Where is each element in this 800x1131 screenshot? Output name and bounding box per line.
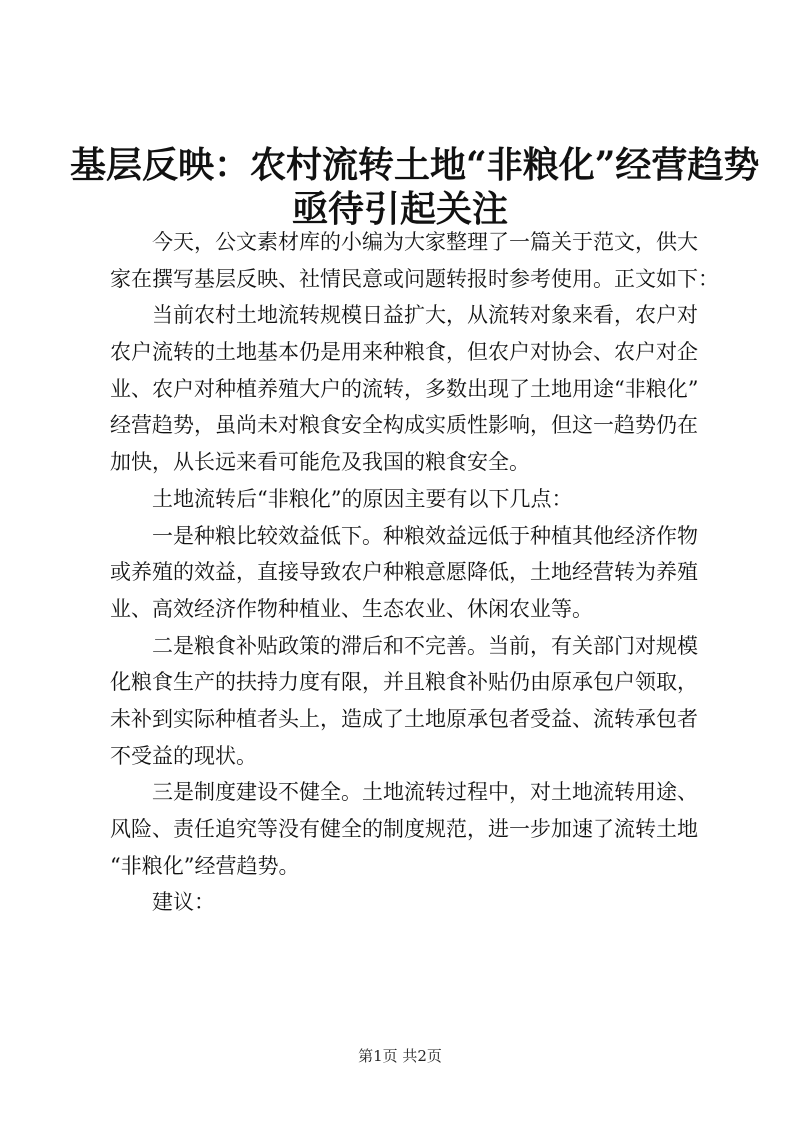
paragraph-line: 三是制度建设不健全。土地流转过程中，对土地流转用途、 [152, 780, 698, 805]
paragraph-line: 加快，从长远来看可能危及我国的粮食安全。 [110, 450, 530, 475]
paragraph-line: 今天，公文素材库的小编为大家整理了一篇关于范文，供大 [152, 230, 698, 254]
page-footer: 第1页 共2页 [358, 1047, 442, 1065]
document-title-line-2: 亟待引起关注 [291, 188, 508, 230]
paragraph-line: 经营趋势，虽尚未对粮食安全构成实质性影响，但这一趋势仍在 [110, 413, 698, 438]
paragraph-line: 业、农户对种植养殖大户的流转，多数出现了土地用途“非粮化” [110, 376, 699, 401]
paragraph-line: 土地流转后“非粮化”的原因主要有以下几点： [152, 486, 573, 511]
document-body [110, 224, 719, 921]
document-title-line-1: 基层反映：农村流转土地“非粮化”经营趋势 [70, 144, 760, 186]
paragraph-line: 或养殖的效益，直接导致农户种粮意愿降低，土地经营转为养殖 [110, 560, 698, 585]
paragraph-line: 农户流转的土地基本仍是用来种粮食，但农户对协会、农户对企 [110, 340, 698, 365]
paragraph-line: 建议： [152, 890, 215, 915]
paragraph-line: 家在撰写基层反映、社情民意或问题转报时参考使用。正文如下： [110, 266, 719, 291]
paragraph-line: 当前农村土地流转规模日益扩大，从流转对象来看，农户对 [152, 303, 698, 328]
paragraph-line: 一是种粮比较效益低下。种粮效益远低于种植其他经济作物 [152, 523, 698, 548]
paragraph-line: 不受益的现状。 [110, 743, 257, 768]
paragraph-line: 业、高效经济作物种植业、生态农业、休闲农业等。 [110, 596, 593, 621]
paragraph-line: 未补到实际种植者头上，造成了土地原承包者受益、流转承包者 [110, 706, 698, 731]
paragraph-line: 二是粮食补贴政策的滞后和不完善。当前，有关部门对规模 [152, 633, 698, 658]
paragraph-line: “非粮化”经营趋势。 [110, 853, 300, 878]
paragraph-line: 风险、责任追究等没有健全的制度规范，进一步加速了流转土地 [110, 817, 698, 841]
paragraph-line: 化粮食生产的扶持力度有限，并且粮食补贴仍由原承包户领取， [110, 670, 698, 695]
